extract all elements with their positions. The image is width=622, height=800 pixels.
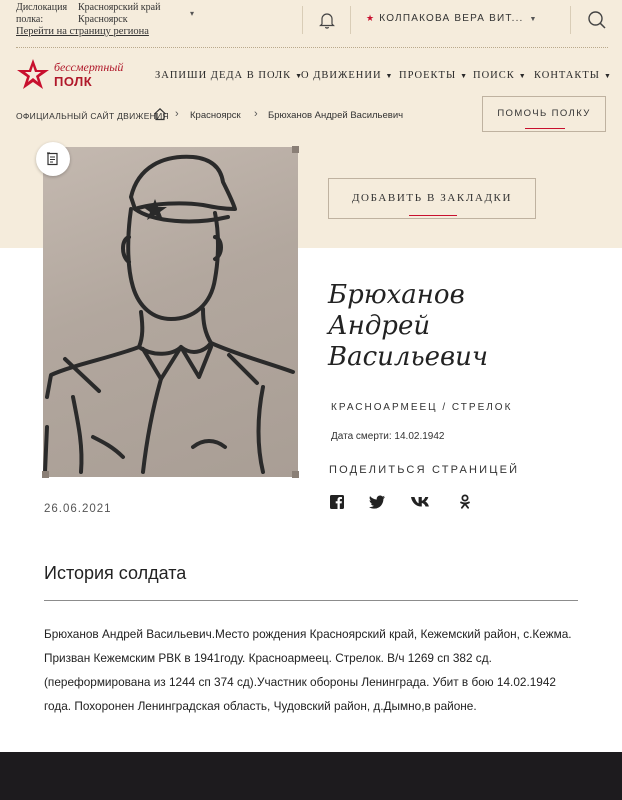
star-logo-icon: [16, 58, 50, 92]
photo-corner: [42, 471, 49, 478]
site-logo[interactable]: [16, 58, 126, 94]
soldier-photo: [43, 147, 298, 477]
vk-icon[interactable]: [410, 494, 434, 510]
star-icon: ★: [366, 13, 376, 23]
top-bar: [0, 0, 622, 46]
photo-corner: [292, 146, 299, 153]
chevron-down-icon: ▼: [460, 72, 469, 80]
history-title: История солдата: [44, 563, 187, 583]
share-title: ПОДЕЛИТЬСЯ СТРАНИЦЕЙ: [329, 464, 520, 476]
user-menu[interactable]: [366, 13, 538, 24]
death-date: Дата смерти: 14.02.1942: [331, 431, 445, 442]
soldier-first-name: Андрей: [328, 311, 431, 341]
dislocation-label: Дислокация полка:: [16, 2, 68, 25]
nav-item-projects[interactable]: ПРОЕКТЫ ▼: [399, 70, 469, 81]
soldier-patronymic: Васильевич: [328, 342, 489, 372]
breadcrumb-region[interactable]: Красноярск: [190, 110, 241, 121]
nav-item-contacts[interactable]: КОНТАКТЫ ▼: [534, 70, 612, 81]
user-name[interactable]: КОЛПАКОВА ВЕРА ВИТ...: [379, 13, 524, 24]
help-regiment-button[interactable]: [482, 96, 606, 132]
search-icon[interactable]: [587, 10, 607, 30]
logo-text-bottom: ПОЛК: [54, 74, 93, 89]
soldier-name: [328, 280, 488, 373]
history-text: Брюханов Андрей Васильевич.Место рождения Красноярский край, Кежемский район, с.Кежма. Призван Кежемским РВК в 1941году. Красноармеец. Стрелок. В/ч 1269 сп 382 сд.(переформирована из 1244 сп 374 сд).Участник обороны Ленинграда. Убит в бою 14.02.1942 года. Похоронен Ленинградская область, Чудовский район, д.Дымно,в районе.: [44, 627, 572, 713]
soldier-silhouette: [43, 147, 298, 477]
chevron-right-icon: ›: [254, 108, 258, 120]
page-footer: [0, 752, 622, 800]
chevron-down-icon: ▼: [518, 72, 527, 80]
breadcrumb-site[interactable]: ОФИЦИАЛЬНЫЙ САЙТ ДВИЖЕНИЯ: [16, 111, 169, 121]
nav-item-search[interactable]: ПОИСК ▼: [473, 70, 527, 81]
bell-icon[interactable]: [318, 11, 336, 29]
edit-photo-button[interactable]: [36, 142, 70, 176]
chevron-down-icon: ▼: [385, 72, 394, 80]
facebook-icon[interactable]: [329, 494, 345, 510]
button-accent-line: [525, 128, 565, 130]
chevron-down-icon[interactable]: ▼: [529, 16, 538, 23]
photo-corner: [292, 471, 299, 478]
odnoklassniki-icon[interactable]: [458, 494, 472, 510]
history-divider: [44, 600, 578, 601]
region-page-link[interactable]: Перейти на страницу региона: [16, 26, 149, 37]
chevron-right-icon: ›: [175, 108, 179, 120]
twitter-icon[interactable]: [368, 494, 386, 510]
divider: [350, 6, 351, 34]
button-accent-line: [409, 215, 457, 217]
breadcrumb-current: Брюханов Андрей Васильевич: [268, 110, 404, 121]
chevron-down-icon: ▼: [603, 72, 612, 80]
chevron-down-icon: ▼: [295, 72, 304, 80]
publish-date: 26.06.2021: [44, 503, 112, 515]
add-bookmark-button[interactable]: [328, 178, 536, 219]
nav-item-about[interactable]: О ДВИЖЕНИИ ▼: [301, 70, 394, 81]
soldier-rank: КРАСНОАРМЕЕЦ / СТРЕЛОК: [331, 402, 513, 413]
edit-icon: [46, 152, 60, 166]
home-icon[interactable]: [153, 107, 167, 121]
divider: [302, 6, 303, 34]
add-bookmark-label: ДОБАВИТЬ В ЗАКЛАДКИ: [351, 192, 513, 204]
divider: [570, 6, 571, 34]
help-regiment-label: ПОМОЧЬ ПОЛКУ: [497, 108, 591, 119]
logo-text-top: бессмертный: [54, 60, 124, 74]
chevron-down-icon[interactable]: ▾: [190, 9, 195, 18]
header-divider: [16, 47, 608, 48]
dislocation-value[interactable]: Красноярский край Красноярск: [78, 2, 161, 25]
nav-item-register[interactable]: ЗАПИШИ ДЕДА В ПОЛК ▼: [155, 70, 304, 81]
soldier-surname: Брюханов: [328, 280, 465, 310]
